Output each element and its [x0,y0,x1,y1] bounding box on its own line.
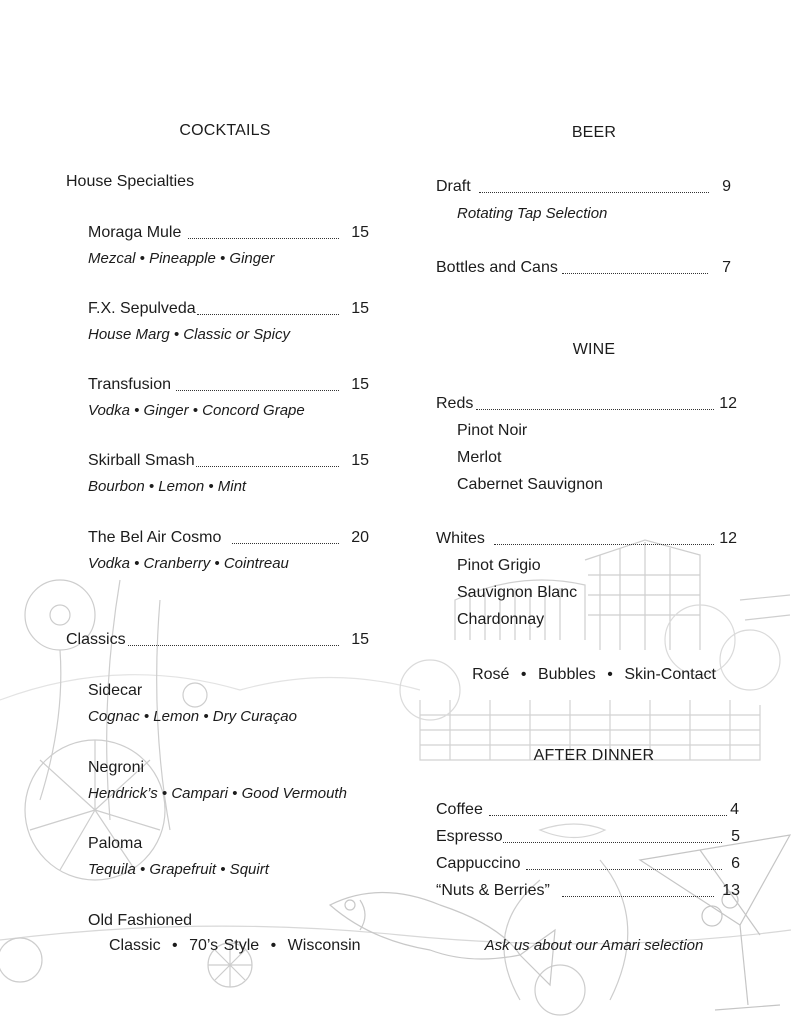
menu-item-name: Skirball Smash [88,452,195,469]
wine-style: Bubbles [537,666,596,683]
separator-dot: • [172,937,178,954]
menu-item-name: Espresso [436,828,503,845]
dot-leader [197,314,339,315]
whites-price: 12 [719,530,737,547]
wine-heading: WINE [572,341,616,358]
menu-item-price: 15 [351,452,369,469]
dot-leader [489,815,727,816]
separator-dot: • [607,666,613,683]
after-dinner-heading: AFTER DINNER [533,747,655,764]
beer-heading: BEER [571,124,617,141]
style-option: Wisconsin [287,937,361,954]
wine-style: Skin-Contact [624,666,716,683]
whites-title: Whites [436,530,485,547]
menu-item-name: Cappuccino [436,855,521,872]
menu-item-price: 9 [722,178,731,195]
wine-style: Rosé [472,666,510,683]
menu-item-price: 15 [351,376,369,393]
dot-leader [526,869,722,870]
dot-leader [562,896,714,897]
menu-item-name: Negroni [88,759,145,776]
classics-title: Classics [66,631,126,648]
menu-item-price: 4 [730,801,739,818]
menu-item-description: Vodka • Ginger • Concord Grape [88,402,305,419]
menu-item-description: Vodka • Cranberry • Cointreau [88,555,289,572]
wine-varietal: Sauvignon Blanc [457,584,578,601]
menu-item-price: 6 [731,855,740,872]
old-fashioned-styles [109,937,361,955]
wine-varietal: Cabernet Sauvignon [457,476,603,493]
menu-item-description: House Marg • Classic or Spicy [88,326,290,343]
menu-item-price: 15 [351,224,369,241]
menu-item-name: “Nuts & Berries” [436,882,550,899]
menu-item-description: Mezcal • Pineapple • Ginger [88,250,275,267]
menu-item-name: F.X. Sepulveda [88,300,196,317]
menu-item-price: 13 [722,882,740,899]
menu-item-name: Paloma [88,835,143,852]
dot-leader [562,273,708,274]
style-option: 70’s Style [189,937,260,954]
menu-item-name: Old Fashioned [88,912,193,929]
reds-title: Reds [436,395,474,412]
menu-item-name: Moraga Mule [88,224,182,241]
wine-varietal: Chardonnay [457,611,545,628]
amari-note: Ask us about our Amari selection [484,937,704,954]
menu-item-description: Rotating Tap Selection [457,205,608,222]
dot-leader [232,543,339,544]
menu-item-description: Bourbon • Lemon • Mint [88,478,247,495]
separator-dot: • [520,666,527,683]
dot-leader [479,192,709,193]
dot-leader [196,466,339,467]
wine-varietal: Pinot Grigio [457,557,541,574]
house-specialties-title: House Specialties [66,173,195,190]
menu-item-price: 15 [351,300,369,317]
dot-leader [476,409,714,410]
reds-price: 12 [719,395,737,412]
menu-item-name: The Bel Air Cosmo [88,529,222,546]
dot-leader [188,238,339,239]
cocktail-glass-illustration [640,835,790,1010]
classics-price: 15 [351,631,369,648]
cocktails-heading: COCKTAILS [179,122,271,139]
menu-item-description: Cognac • Lemon • Dry Curaçao [88,708,297,725]
menu-item-name: Coffee [436,801,483,818]
style-option: Classic [109,937,161,954]
dot-leader [176,390,339,391]
menu-item-description: Tequila • Grapefruit • Squirt [88,861,269,878]
dot-leader [128,645,339,646]
menu-item-name: Transfusion [88,376,171,393]
menu-item-price: 20 [351,529,369,546]
menu-item-price: 5 [731,828,740,845]
wine-varietal: Pinot Noir [457,422,528,439]
wine-other-styles [472,666,716,684]
menu-item-price: 7 [722,259,731,276]
separator-dot: • [270,937,277,954]
menu-item-description: Hendrick’s • Campari • Good Vermouth [88,785,347,802]
dot-leader [494,544,714,545]
wine-varietal: Merlot [457,449,502,466]
menu-item-name: Draft [436,178,471,195]
dot-leader [503,842,722,843]
fish-illustration [330,824,605,985]
menu-item-name: Sidecar [88,682,143,699]
menu-item-name: Bottles and Cans [436,259,558,276]
